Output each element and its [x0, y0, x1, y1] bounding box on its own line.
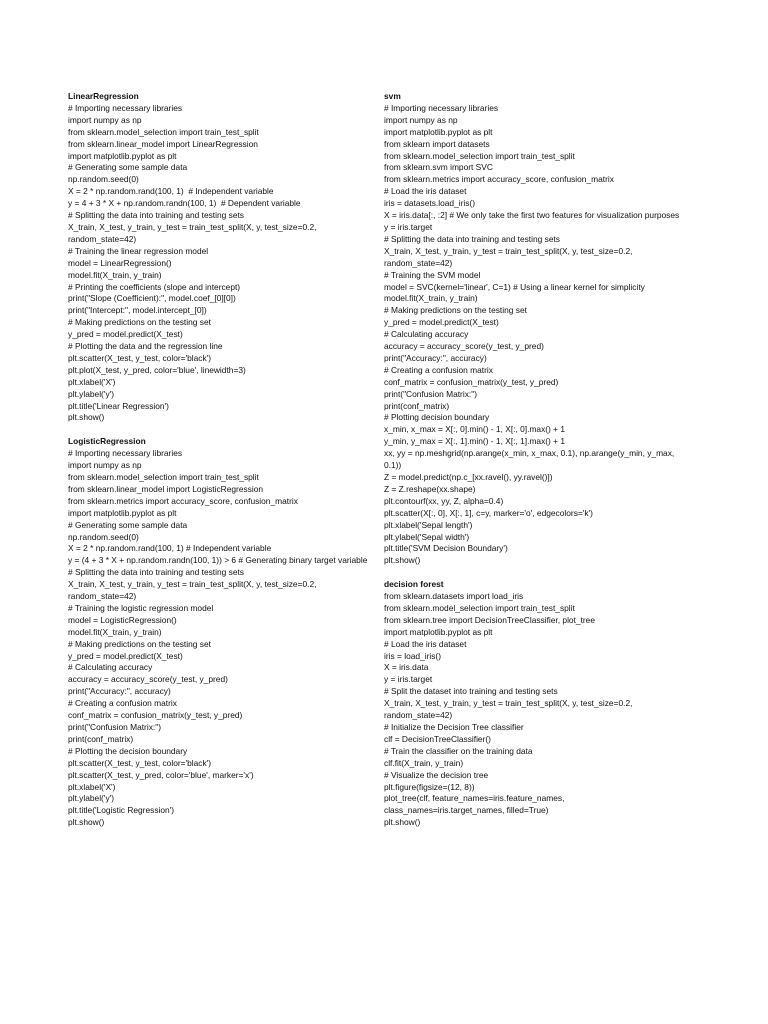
code-line: plt.xlabel('X'): [68, 376, 116, 387]
code-line: model.fit(X_train, y_train): [68, 626, 162, 637]
code-line: import matplotlib.pyplot as plt: [384, 126, 493, 137]
code-line: # Plotting the decision boundary: [68, 745, 188, 756]
code-line: model = LogisticRegression(): [68, 614, 177, 625]
code-line: import numpy as np: [68, 114, 142, 125]
code-line: from sklearn.linear_model import LinearRegression: [68, 138, 258, 149]
code-line: from sklearn.metrics import accuracy_score, confusion_matrix: [384, 174, 614, 185]
code-line: # Generating some sample data: [68, 519, 188, 530]
code-line: # Splitting the data into training and testing sets: [384, 233, 560, 244]
code-line: # Train the classifier on the training data: [384, 745, 533, 756]
code-line: plt.title('Logistic Regression'): [68, 805, 175, 816]
code-line: from sklearn.model_selection import train_test_split: [68, 471, 259, 482]
code-section: [68, 436, 388, 829]
code-line: X = 2 * np.random.rand(100, 1) # Independent variable: [68, 186, 274, 197]
code-line: np.random.seed(0): [68, 531, 139, 542]
code-section: [384, 91, 714, 567]
code-line: conf_matrix = confusion_matrix(y_test, y_pred): [384, 376, 559, 387]
code-line: X = 2 * np.random.rand(100, 1) # Independent variable: [68, 543, 272, 554]
code-line: from sklearn.datasets import load_iris: [384, 591, 524, 602]
code-line: model.fit(X_train, y_train): [68, 269, 162, 280]
code-line: # Printing the coefficients (slope and intercept): [68, 281, 241, 292]
code-line: import matplotlib.pyplot as plt: [68, 507, 177, 518]
code-line: print("Accuracy:", accuracy): [384, 352, 487, 363]
code-line: iris = load_iris(): [384, 650, 442, 661]
code-line: X_train, X_test, y_train, y_test = train_test_split(X, y, test_size=0.2,: [68, 579, 317, 590]
section-heading: LinearRegression: [68, 91, 139, 101]
code-line: from sklearn.tree import DecisionTreeClassifier, plot_tree: [384, 614, 596, 625]
code-line: conf_matrix = confusion_matrix(y_test, y_pred): [68, 710, 243, 721]
code-line: # Splitting the data into training and testing sets: [68, 210, 244, 221]
code-line: from sklearn.metrics import accuracy_score, confusion_matrix: [68, 495, 298, 506]
code-line: plt.scatter(X[:, 0], X[:, 1], c=y, marker='o', edgecolors='k'): [384, 507, 593, 518]
code-line: random_state=42): [384, 257, 453, 268]
code-line: X = iris.data[:, :2] # We only take the first two features for visualization purposes: [384, 210, 680, 221]
code-section: [384, 579, 714, 829]
code-line: print("Slope (Coefficient):", model.coef_[0][0]): [68, 293, 236, 304]
code-line: # Splitting the data into training and testing sets: [68, 567, 244, 578]
code-line: from sklearn import datasets: [384, 138, 490, 149]
code-line: accuracy = accuracy_score(y_test, y_pred): [68, 674, 228, 685]
code-line: y_pred = model.predict(X_test): [68, 329, 183, 340]
left-column: [68, 91, 388, 829]
code-line: # Training the SVM model: [384, 269, 481, 280]
code-line: print("Accuracy:", accuracy): [68, 686, 171, 697]
code-line: # Load the iris dataset: [384, 186, 467, 197]
code-line: plt.show(): [384, 817, 421, 828]
code-line: # Load the iris dataset: [384, 638, 467, 649]
section-heading: svm: [384, 91, 401, 101]
code-line: x_min, x_max = X[:, 0].min() - 1, X[:, 0].max() + 1: [384, 424, 566, 435]
code-line: random_state=42): [68, 233, 137, 244]
code-line: plt.show(): [68, 412, 105, 423]
code-line: # Training the linear regression model: [68, 245, 209, 256]
right-column: [384, 91, 714, 829]
code-line: plt.scatter(X_test, y_pred, color='blue', marker='x'): [68, 769, 254, 780]
section-heading: decision forest: [384, 579, 444, 590]
code-line: # Making predictions on the testing set: [68, 638, 211, 649]
code-line: clf = DecisionTreeClassifier(): [384, 733, 491, 744]
code-line: # Importing necessary libraries: [384, 102, 499, 113]
code-line: # Training the logistic regression model: [68, 602, 214, 613]
code-line: print("Confusion Matrix:"): [68, 722, 161, 733]
code-line: clf.fit(X_train, y_train): [384, 757, 464, 768]
code-line: plt.figure(figsize=(12, 8)): [384, 781, 475, 792]
code-line: import matplotlib.pyplot as plt: [68, 150, 177, 161]
code-line: Z = Z.reshape(xx.shape): [384, 483, 476, 494]
code-line: # Importing necessary libraries: [68, 448, 183, 459]
code-line: plot_tree(clf, feature_names=iris.feature_names,: [384, 793, 565, 804]
code-line: random_state=42): [384, 710, 453, 721]
code-line: # Initialize the Decision Tree classifier: [384, 722, 524, 733]
code-line: # Importing necessary libraries: [68, 102, 183, 113]
code-line: X_train, X_test, y_train, y_test = train_test_split(X, y, test_size=0.2,: [384, 245, 633, 256]
code-line: y = iris.target: [384, 674, 433, 685]
code-line: plt.ylabel('y'): [68, 388, 115, 399]
code-line: plt.title('SVM Decision Boundary'): [384, 543, 508, 554]
code-line: # Generating some sample data: [68, 162, 188, 173]
code-line: 0.1)): [384, 460, 402, 471]
code-section: [68, 91, 388, 424]
code-line: from sklearn.model_selection import train_test_split: [68, 126, 259, 137]
code-line: # Creating a confusion matrix: [384, 364, 493, 375]
code-line: # Plotting the data and the regression line: [68, 341, 223, 352]
code-line: import matplotlib.pyplot as plt: [384, 626, 493, 637]
code-line: plt.xlabel('Sepal length'): [384, 519, 473, 530]
code-line: Z = model.predict(np.c_[xx.ravel(), yy.ravel()]): [384, 472, 553, 482]
code-line: # Making predictions on the testing set: [68, 317, 211, 328]
code-line: plt.scatter(X_test, y_test, color='black'): [68, 352, 212, 363]
code-line: model = LinearRegression(): [68, 257, 172, 268]
code-line: # Split the dataset into training and testing sets: [384, 686, 558, 697]
code-line: xx, yy = np.meshgrid(np.arange(x_min, x_max, 0.1), np.arange(y_min, y_max,: [384, 448, 675, 459]
code-line: print("Confusion Matrix:"): [384, 388, 477, 399]
code-line: X_train, X_test, y_train, y_test = train_test_split(X, y, test_size=0.2,: [384, 698, 633, 709]
code-line: # Calculating accuracy: [68, 662, 153, 673]
code-line: model = SVC(kernel='linear', C=1) # Using a linear kernel for simplicity: [384, 281, 645, 292]
code-line: X_train, X_test, y_train, y_test = train_test_split(X, y, test_size=0.2,: [68, 221, 317, 232]
code-line: from sklearn.svm import SVC: [384, 162, 493, 173]
code-line: from sklearn.model_selection import train_test_split: [384, 150, 575, 161]
code-line: np.random.seed(0): [68, 174, 139, 185]
code-line: X = iris.data: [384, 662, 429, 673]
code-line: from sklearn.linear_model import LogisticRegression: [68, 483, 264, 494]
code-line: from sklearn.model_selection import train_test_split: [384, 602, 575, 613]
code-line: y = 4 + 3 * X + np.random.randn(100, 1) # Dependent variable: [68, 198, 301, 209]
code-line: iris = datasets.load_iris(): [384, 198, 475, 209]
code-line: plt.contourf(xx, yy, Z, alpha=0.4): [384, 495, 504, 506]
code-line: plt.plot(X_test, y_pred, color='blue', linewidth=3): [68, 364, 246, 375]
code-line: plt.title('Linear Regression'): [68, 400, 169, 411]
code-line: print(conf_matrix): [384, 400, 450, 411]
code-line: y_pred = model.predict(X_test): [384, 317, 499, 328]
code-line: class_names=iris.target_names, filled=True): [384, 805, 549, 816]
code-line: # Calculating accuracy: [384, 329, 469, 340]
code-line: model.fit(X_train, y_train): [384, 293, 478, 304]
code-line: plt.scatter(X_test, y_test, color='black'): [68, 757, 212, 768]
code-line: # Visualize the decision tree: [384, 769, 489, 780]
code-line: # Making predictions on the testing set: [384, 305, 527, 316]
code-line: plt.ylabel('y'): [68, 793, 115, 804]
code-line: import numpy as np: [384, 114, 458, 125]
code-line: import numpy as np: [68, 460, 142, 471]
code-line: y_pred = model.predict(X_test): [68, 650, 183, 661]
code-line: # Creating a confusion matrix: [68, 698, 177, 709]
code-line: y = iris.target: [384, 221, 433, 232]
section-heading: LogisticRegression: [68, 436, 146, 447]
code-line: random_state=42): [68, 591, 137, 602]
code-line: accuracy = accuracy_score(y_test, y_pred): [384, 341, 544, 352]
code-line: plt.show(): [384, 555, 421, 566]
code-line: # Plotting decision boundary: [384, 412, 490, 423]
code-line: plt.ylabel('Sepal width'): [384, 531, 470, 542]
code-line: plt.xlabel('X'): [68, 781, 116, 792]
code-line: y = (4 + 3 * X + np.random.randn(100, 1)) > 6 # Generating binary target variable: [68, 555, 368, 566]
code-line: plt.show(): [68, 817, 105, 828]
code-line: print(conf_matrix): [68, 733, 134, 744]
code-line: print("Intercept:", model.intercept_[0]): [68, 305, 207, 316]
code-line: y_min, y_max = X[:, 1].min() - 1, X[:, 1].max() + 1: [384, 436, 566, 447]
